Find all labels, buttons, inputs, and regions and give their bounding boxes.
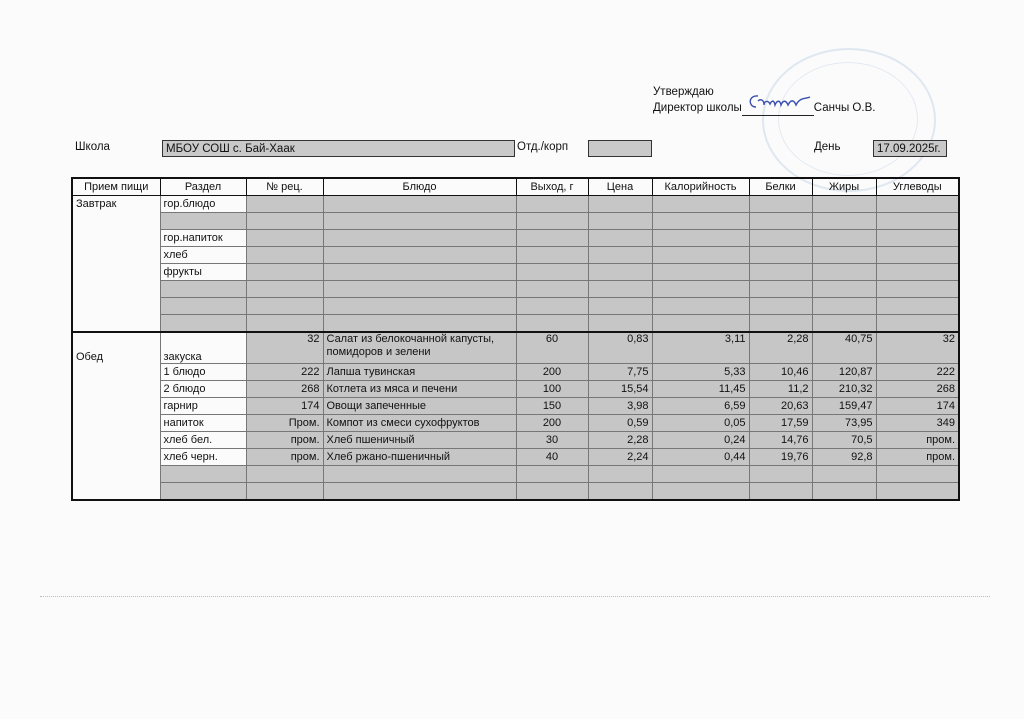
dish-cell xyxy=(323,281,516,298)
meal-cell xyxy=(72,298,160,315)
carbs-cell xyxy=(876,483,959,501)
kcal-cell xyxy=(652,230,749,247)
signature xyxy=(742,101,814,116)
kcal-cell xyxy=(652,466,749,483)
table-row xyxy=(72,264,959,281)
kcal-cell: 0,44 xyxy=(652,449,749,466)
meal-cell xyxy=(72,247,160,264)
dish-cell xyxy=(323,264,516,281)
kcal-cell: 6,59 xyxy=(652,398,749,415)
kcal-cell: 11,45 xyxy=(652,381,749,398)
fat-cell xyxy=(812,230,876,247)
rec-cell: Пром. xyxy=(246,415,323,432)
price-cell: 3,98 xyxy=(588,398,652,415)
price-cell xyxy=(588,315,652,333)
carbs-cell xyxy=(876,196,959,213)
carbs-cell: 349 xyxy=(876,415,959,432)
table-row xyxy=(72,213,959,230)
section-cell: напиток xyxy=(160,415,246,432)
rec-cell xyxy=(246,466,323,483)
section-cell xyxy=(160,483,246,501)
section-cell: гор.блюдо xyxy=(160,196,246,213)
rec-cell: 222 xyxy=(246,364,323,381)
meal-cell: Завтрак xyxy=(72,196,160,213)
section-cell xyxy=(160,281,246,298)
price-cell xyxy=(588,466,652,483)
yield-cell: 150 xyxy=(516,398,588,415)
rec-cell xyxy=(246,315,323,333)
rec-cell xyxy=(246,264,323,281)
yield-cell: 200 xyxy=(516,415,588,432)
official-stamp-inner xyxy=(778,62,918,176)
rec-cell: 174 xyxy=(246,398,323,415)
protein-cell: 11,2 xyxy=(749,381,812,398)
table-row xyxy=(72,298,959,315)
yield-cell xyxy=(516,483,588,501)
dish-cell xyxy=(323,247,516,264)
school-field: МБОУ СОШ с. Бай-Хаак xyxy=(162,140,515,157)
carbs-cell: 174 xyxy=(876,398,959,415)
protein-cell: 10,46 xyxy=(749,364,812,381)
meal-cell: Обед xyxy=(72,332,160,364)
fat-cell: 73,95 xyxy=(812,415,876,432)
yield-cell xyxy=(516,315,588,333)
school-label: Школа xyxy=(75,141,110,153)
fat-cell xyxy=(812,247,876,264)
dish-cell: Котлета из мяса и печени xyxy=(323,381,516,398)
protein-cell xyxy=(749,281,812,298)
dish-cell xyxy=(323,315,516,333)
dish-cell: Компот из смеси сухофруктов xyxy=(323,415,516,432)
price-cell xyxy=(588,281,652,298)
price-cell: 7,75 xyxy=(588,364,652,381)
table-row xyxy=(72,483,959,501)
section-cell xyxy=(160,298,246,315)
protein-cell: 2,28 xyxy=(749,332,812,364)
table-row xyxy=(72,247,959,264)
carbs-cell xyxy=(876,264,959,281)
fat-cell: 159,47 xyxy=(812,398,876,415)
price-cell: 2,28 xyxy=(588,432,652,449)
yield-cell xyxy=(516,213,588,230)
col-header: Раздел xyxy=(160,178,246,196)
approval-block xyxy=(653,84,875,116)
price-cell: 2,24 xyxy=(588,449,652,466)
section-cell: 2 блюдо xyxy=(160,381,246,398)
kcal-cell: 5,33 xyxy=(652,364,749,381)
col-header: Углеводы xyxy=(876,178,959,196)
kcal-cell: 3,11 xyxy=(652,332,749,364)
signature-graphic xyxy=(746,91,812,113)
yield-cell: 200 xyxy=(516,364,588,381)
meal-cell xyxy=(72,264,160,281)
section-cell xyxy=(160,315,246,333)
dish-cell: Хлеб пшеничный xyxy=(323,432,516,449)
fat-cell: 120,87 xyxy=(812,364,876,381)
dish-cell xyxy=(323,298,516,315)
section-cell: закуска xyxy=(160,332,246,364)
protein-cell: 14,76 xyxy=(749,432,812,449)
meal-cell xyxy=(72,432,160,449)
fat-cell xyxy=(812,483,876,501)
protein-cell: 20,63 xyxy=(749,398,812,415)
table-row xyxy=(72,281,959,298)
kcal-cell xyxy=(652,196,749,213)
dish-cell xyxy=(323,213,516,230)
protein-cell xyxy=(749,298,812,315)
day-field: 17.09.2025г. xyxy=(873,140,947,157)
protein-cell xyxy=(749,247,812,264)
carbs-cell: 32 xyxy=(876,332,959,364)
approval-title: Утверждаю xyxy=(653,86,714,98)
fat-cell xyxy=(812,466,876,483)
kcal-cell xyxy=(652,298,749,315)
protein-cell: 17,59 xyxy=(749,415,812,432)
fat-cell: 70,5 xyxy=(812,432,876,449)
section-cell xyxy=(160,466,246,483)
protein-cell xyxy=(749,315,812,333)
table-row xyxy=(72,230,959,247)
carbs-cell xyxy=(876,247,959,264)
rec-cell xyxy=(246,298,323,315)
fat-cell: 92,8 xyxy=(812,449,876,466)
kcal-cell: 0,24 xyxy=(652,432,749,449)
dept-field xyxy=(588,140,652,157)
yield-cell: 30 xyxy=(516,432,588,449)
yield-cell: 40 xyxy=(516,449,588,466)
section-cell: хлеб черн. xyxy=(160,449,246,466)
dish-cell: Салат из белокочанной капусты, помидоров и зелени xyxy=(323,332,516,364)
meal-cell xyxy=(72,483,160,501)
yield-cell xyxy=(516,466,588,483)
approval-prefix: Директор школы xyxy=(653,102,742,114)
table-row xyxy=(72,398,959,415)
rec-cell: 268 xyxy=(246,381,323,398)
carbs-cell: пром. xyxy=(876,432,959,449)
meal-cell xyxy=(72,315,160,333)
section-cell: хлеб xyxy=(160,247,246,264)
section-cell: фрукты xyxy=(160,264,246,281)
col-header: Жиры xyxy=(812,178,876,196)
table-row xyxy=(72,196,959,213)
table-row xyxy=(72,364,959,381)
yield-cell: 100 xyxy=(516,381,588,398)
fat-cell: 40,75 xyxy=(812,332,876,364)
kcal-cell xyxy=(652,483,749,501)
price-cell xyxy=(588,196,652,213)
protein-cell xyxy=(749,196,812,213)
kcal-cell xyxy=(652,315,749,333)
price-cell xyxy=(588,264,652,281)
carbs-cell: пром. xyxy=(876,449,959,466)
fat-cell xyxy=(812,298,876,315)
table-row xyxy=(72,381,959,398)
carbs-cell xyxy=(876,315,959,333)
price-cell xyxy=(588,483,652,501)
dish-cell: Лапша тувинская xyxy=(323,364,516,381)
price-cell xyxy=(588,247,652,264)
table-row xyxy=(72,449,959,466)
dish-cell xyxy=(323,466,516,483)
menu-table xyxy=(71,177,960,501)
fat-cell xyxy=(812,315,876,333)
dish-cell xyxy=(323,230,516,247)
fat-cell xyxy=(812,264,876,281)
rec-cell xyxy=(246,483,323,501)
rec-cell xyxy=(246,281,323,298)
yield-cell: 60 xyxy=(516,332,588,364)
table-row xyxy=(72,415,959,432)
protein-cell xyxy=(749,466,812,483)
rec-cell xyxy=(246,247,323,264)
yield-cell xyxy=(516,196,588,213)
fat-cell xyxy=(812,281,876,298)
section-cell: 1 блюдо xyxy=(160,364,246,381)
kcal-cell xyxy=(652,213,749,230)
dept-label: Отд./корп xyxy=(517,141,569,153)
meal-cell xyxy=(72,230,160,247)
section-cell: гарнир xyxy=(160,398,246,415)
col-header: Цена xyxy=(588,178,652,196)
price-cell xyxy=(588,298,652,315)
meal-cell xyxy=(72,449,160,466)
carbs-cell xyxy=(876,213,959,230)
col-header: Калорийность xyxy=(652,178,749,196)
kcal-cell: 0,05 xyxy=(652,415,749,432)
yield-cell xyxy=(516,230,588,247)
table-row xyxy=(72,466,959,483)
price-cell xyxy=(588,230,652,247)
kcal-cell xyxy=(652,264,749,281)
section-cell xyxy=(160,213,246,230)
yield-cell xyxy=(516,281,588,298)
fat-cell xyxy=(812,213,876,230)
protein-cell: 19,76 xyxy=(749,449,812,466)
scan-artifact-line xyxy=(40,596,990,599)
yield-cell xyxy=(516,298,588,315)
carbs-cell xyxy=(876,281,959,298)
rec-cell xyxy=(246,196,323,213)
meal-cell xyxy=(72,213,160,230)
dish-cell: Овощи запеченные xyxy=(323,398,516,415)
kcal-cell xyxy=(652,281,749,298)
table-row xyxy=(72,432,959,449)
protein-cell xyxy=(749,264,812,281)
section-cell: гор.напиток xyxy=(160,230,246,247)
meal-cell xyxy=(72,415,160,432)
carbs-cell: 268 xyxy=(876,381,959,398)
col-header: Выход, г xyxy=(516,178,588,196)
carbs-cell xyxy=(876,298,959,315)
approval-name: Санчы О.В. xyxy=(813,102,876,114)
fat-cell: 210,32 xyxy=(812,381,876,398)
kcal-cell xyxy=(652,247,749,264)
meal-cell xyxy=(72,398,160,415)
dish-cell: Хлеб ржано-пшеничный xyxy=(323,449,516,466)
price-cell: 0,59 xyxy=(588,415,652,432)
yield-cell xyxy=(516,264,588,281)
price-cell: 0,83 xyxy=(588,332,652,364)
dish-cell xyxy=(323,483,516,501)
protein-cell xyxy=(749,230,812,247)
dish-cell xyxy=(323,196,516,213)
protein-cell xyxy=(749,213,812,230)
col-header: Блюдо xyxy=(323,178,516,196)
rec-cell: 32 xyxy=(246,332,323,364)
price-cell: 15,54 xyxy=(588,381,652,398)
meal-cell xyxy=(72,281,160,298)
carbs-cell: 222 xyxy=(876,364,959,381)
col-header: Белки xyxy=(749,178,812,196)
meal-cell xyxy=(72,381,160,398)
meal-cell xyxy=(72,364,160,381)
yield-cell xyxy=(516,247,588,264)
table-header-row xyxy=(72,178,959,196)
protein-cell xyxy=(749,483,812,501)
price-cell xyxy=(588,213,652,230)
carbs-cell xyxy=(876,230,959,247)
rec-cell: пром. xyxy=(246,449,323,466)
meal-cell xyxy=(72,466,160,483)
carbs-cell xyxy=(876,466,959,483)
section-cell: хлеб бел. xyxy=(160,432,246,449)
day-label: День xyxy=(814,141,841,153)
table-row xyxy=(72,332,959,364)
fat-cell xyxy=(812,196,876,213)
col-header: № рец. xyxy=(246,178,323,196)
rec-cell xyxy=(246,230,323,247)
rec-cell xyxy=(246,213,323,230)
col-header: Прием пищи xyxy=(72,178,160,196)
approval-line xyxy=(653,100,875,116)
rec-cell: пром. xyxy=(246,432,323,449)
table-row xyxy=(72,315,959,333)
